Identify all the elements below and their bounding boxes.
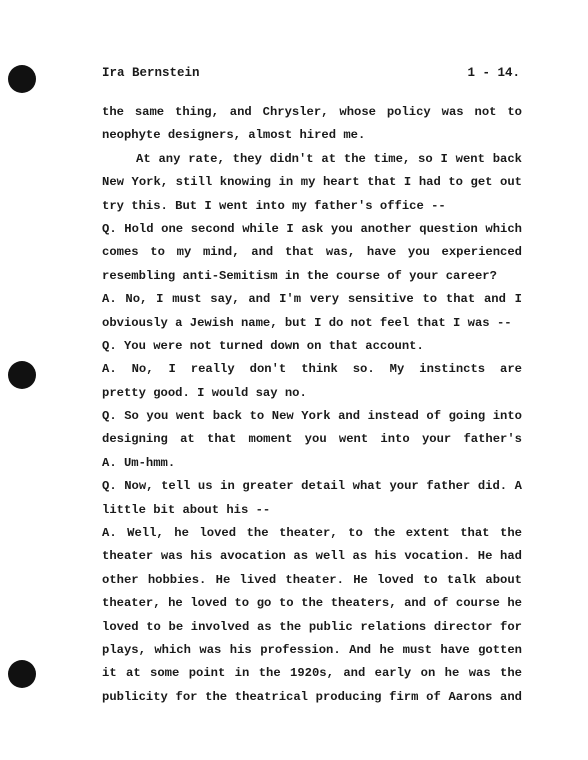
transcript-line: At any rate, they didn't at the time, so I went back xyxy=(136,151,522,166)
transcript-line: publicity for the theatrical producing firm of Aarons and xyxy=(102,689,522,704)
page-header xyxy=(102,66,520,84)
punch-hole-top xyxy=(8,65,36,93)
transcript-line: A. Um-hmm. xyxy=(102,455,176,470)
transcript-line: loved to be involved as the public relations director for xyxy=(102,619,522,634)
transcript-line: theater was his avocation as well as his vocation. He had xyxy=(102,549,522,564)
interviewee-name: Ira Bernstein xyxy=(102,66,200,80)
transcript-line: comes to my mind, and that was, have you experienced xyxy=(102,245,522,260)
transcript-line: try this. But I went into my father's office -- xyxy=(102,198,446,213)
transcript-line: little bit about his -- xyxy=(102,502,271,517)
transcript-body xyxy=(102,101,522,709)
transcript-line: New York, still knowing in my heart that I had to get out xyxy=(102,175,522,190)
transcript-line: A. No, I must say, and I'm very sensitive to that and I xyxy=(102,292,522,307)
transcript-line: pretty good. I would say no. xyxy=(102,385,307,400)
transcript-line: Q. So you went back to New York and instead of going into xyxy=(102,409,522,424)
transcript-line: resembling anti-Semitism in the course of your career? xyxy=(102,268,497,283)
transcript-line: designing at that moment you went into your father's xyxy=(102,432,522,447)
transcript-line: Q. You were not turned down on that account. xyxy=(102,338,424,353)
transcript-line: A. No, I really don't think so. My instincts are xyxy=(102,362,522,377)
punch-hole-middle xyxy=(8,361,36,389)
transcript-line: it at some point in the 1920s, and early on he was the xyxy=(102,666,522,681)
transcript-line: other hobbies. He lived theater. He loved to talk about xyxy=(102,572,522,587)
transcript-line: theater, he loved to go to the theaters, and of course he xyxy=(102,596,522,611)
transcript-line: A. Well, he loved the theater, to the extent that the xyxy=(102,526,522,541)
transcript-line: plays, which was his profession. And he must have gotten xyxy=(102,642,522,657)
punch-hole-bottom xyxy=(8,660,36,688)
transcript-line: the same thing, and Chrysler, whose policy was not to xyxy=(102,105,522,119)
transcript-line: obviously a Jewish name, but I do not feel that I was -- xyxy=(102,315,512,330)
transcript-line: Q. Now, tell us in greater detail what your father did. A xyxy=(102,479,522,494)
transcript-line: Q. Hold one second while I ask you another question which xyxy=(102,221,522,236)
transcript-line: neophyte designers, almost hired me. xyxy=(102,128,366,143)
page-number: 1 - 14. xyxy=(467,66,520,80)
